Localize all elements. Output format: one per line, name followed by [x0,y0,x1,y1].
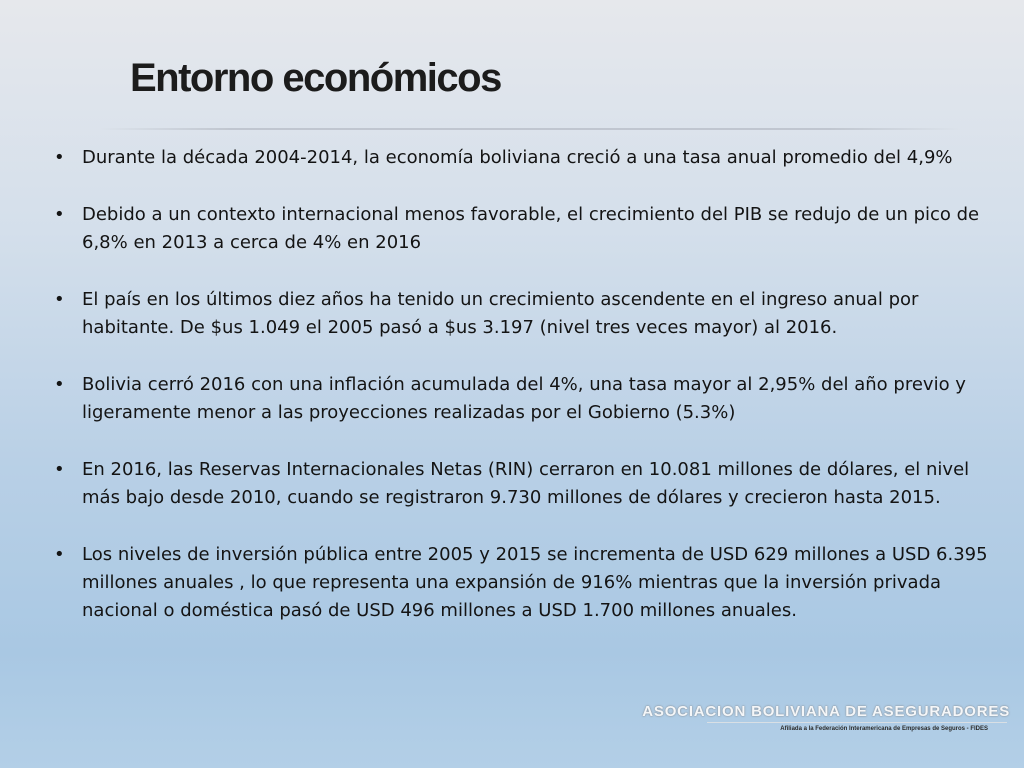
bullet-text: En 2016, las Reservas Internacionales Netas (RIN) cerraron en 10.081 millones de dólares, el nivel más bajo desde 2010, cuando se registraron 9.730 millones de dólares y crecieron hasta 2015. [82,459,970,508]
bullet-item-6 [48,541,998,625]
bullet-text: Bolivia cerró 2016 con una inflación acumulada del 4%, una tasa mayor al 2,95% del año previo y ligeramente menor a las proyecciones realizadas por el Gobierno (5.3%) [82,374,966,423]
bullet-icon: • [54,459,65,480]
bullet-item-3 [48,286,998,342]
bullet-item-4 [48,371,998,427]
footer-organization: ASOCIACION BOLIVIANA DE ASEGURADORES [642,703,1010,720]
bullet-icon: • [54,289,65,310]
bullet-item-1 [48,144,998,172]
bullet-icon: • [54,374,65,395]
bullet-list [48,144,998,654]
slide-title: Entorno económicos [130,56,501,100]
bullet-icon: • [54,147,65,168]
bullet-text: Los niveles de inversión pública entre 2005 y 2015 se incrementa de USD 629 millones a USD 6.395 millones anuales , lo que representa una expansión de 916% mientras que la inversión privada nacional o doméstica pasó de USD 496 millones a USD 1.700 millones anuales. [82,544,988,621]
bullet-text: Debido a un contexto internacional menos favorable, el crecimiento del PIB se redujo de un pico de 6,8% en 2013 a cerca de 4% en 2016 [82,204,980,253]
bullet-item-5 [48,456,998,512]
bullet-text: Durante la década 2004-2014, la economía boliviana creció a una tasa anual promedio del 4,9% [82,147,953,168]
bullet-icon: • [54,204,65,225]
footer-affiliation: Afiliada a la Federación Interamericana de Empresas de Seguros - FIDES [780,726,988,732]
bullet-item-2 [48,201,998,257]
title-divider [100,128,960,130]
footer-divider [707,722,1007,723]
bullet-text: El país en los últimos diez años ha tenido un crecimiento ascendente en el ingreso anual por habitante. De $us 1.049 el 2005 pasó a $us 3.197 (nivel tres veces mayor) al 2016. [82,289,919,338]
bullet-icon: • [54,544,65,565]
